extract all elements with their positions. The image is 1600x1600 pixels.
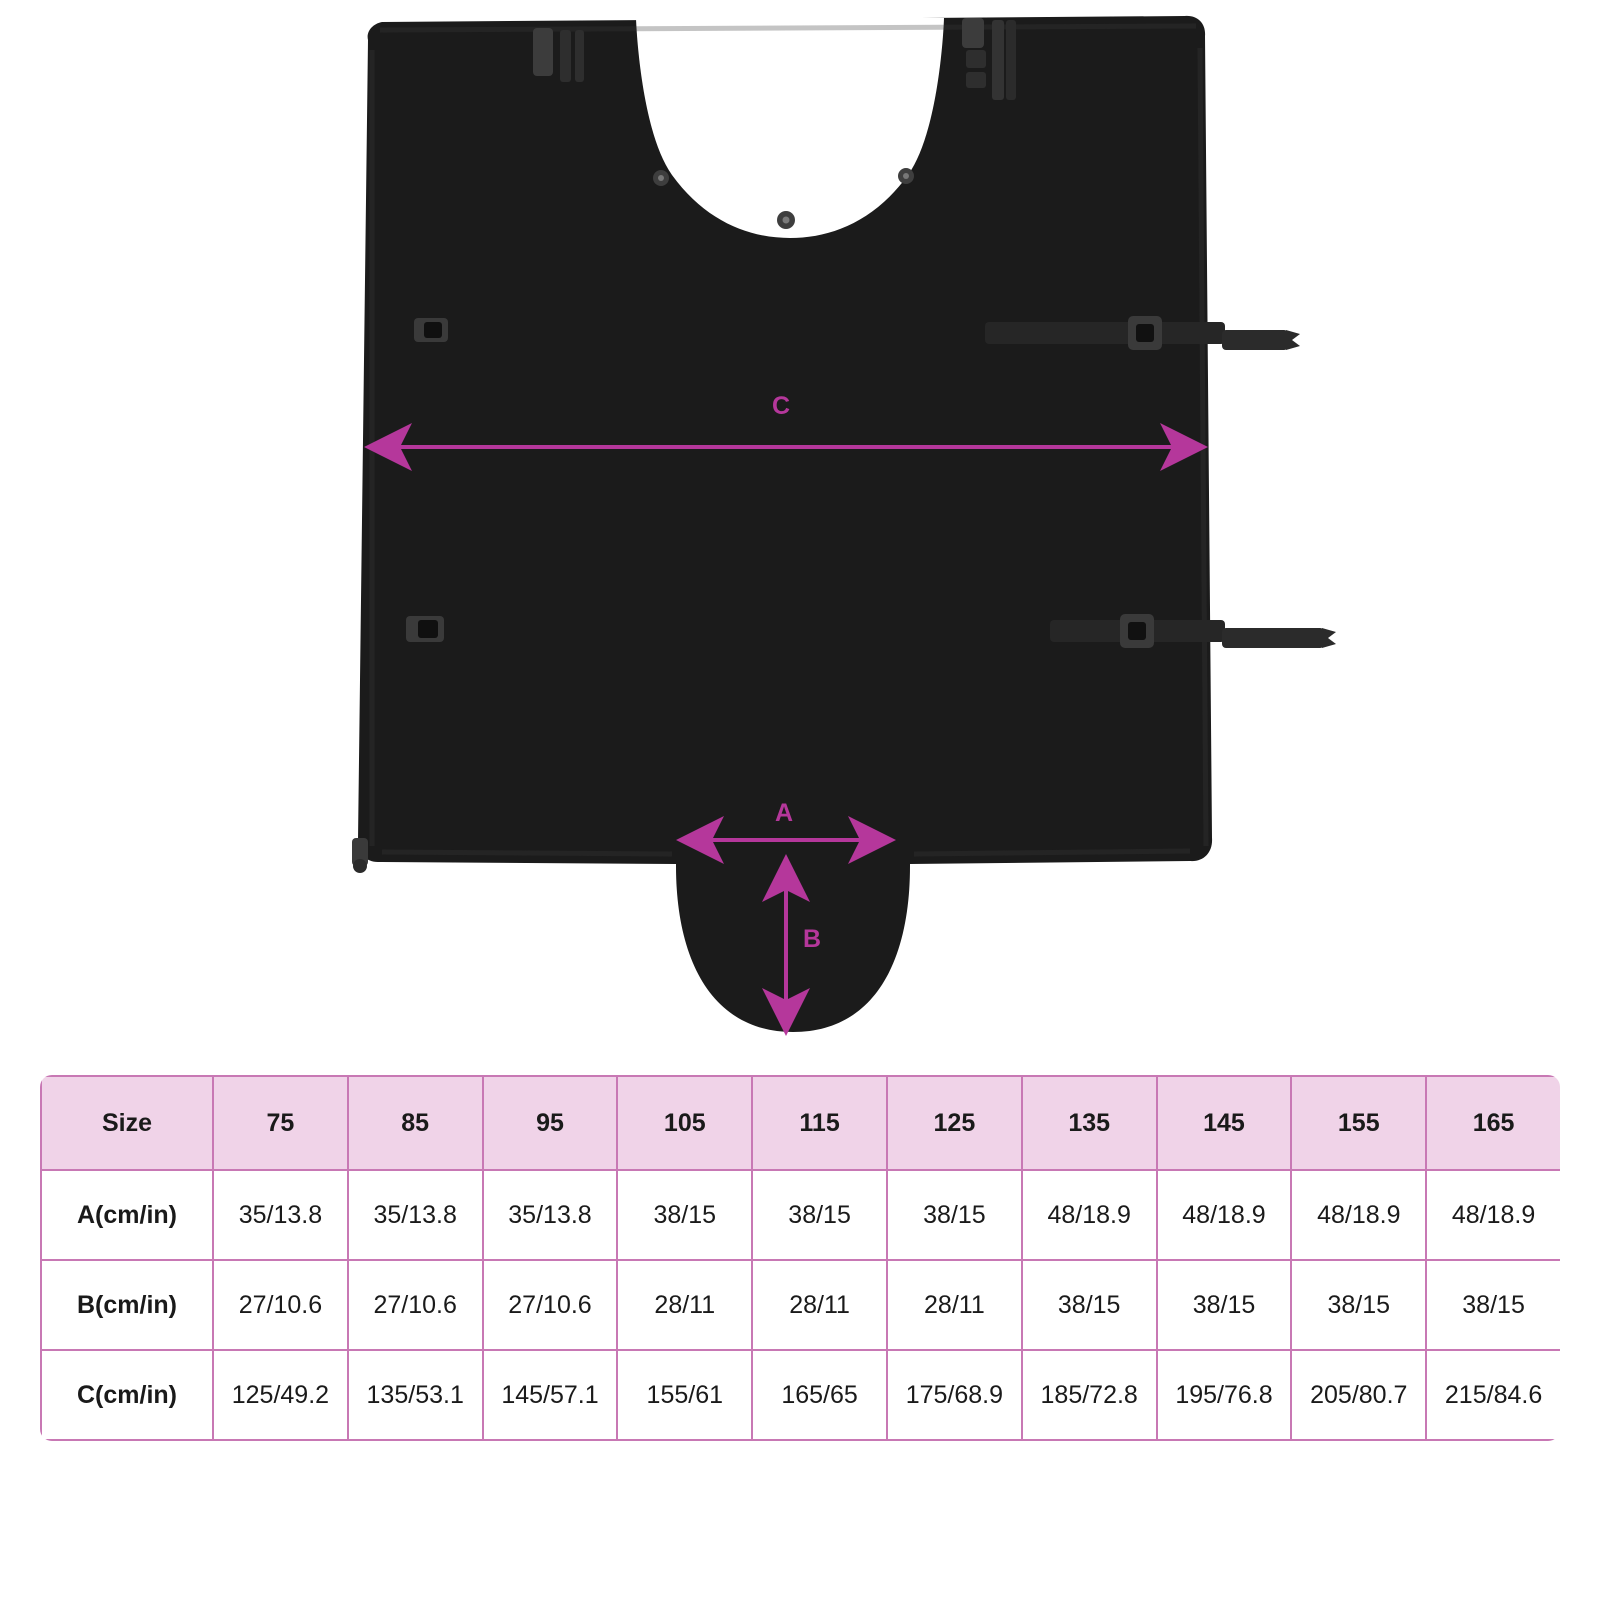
table-header-cell: 125 (887, 1076, 1022, 1170)
table-row (41, 1170, 1560, 1260)
table-cell: 38/15 (887, 1170, 1022, 1260)
table-cell: 35/13.8 (213, 1170, 348, 1260)
size-table (40, 1075, 1560, 1441)
table-cell: 48/18.9 (1022, 1170, 1157, 1260)
table-cell: 38/15 (752, 1170, 887, 1260)
table-cell: 48/18.9 (1291, 1170, 1426, 1260)
table-cell: 205/80.7 (1291, 1350, 1426, 1440)
table-cell: 185/72.8 (1022, 1350, 1157, 1440)
dimension-label-c: C (772, 392, 791, 420)
table-cell: 125/49.2 (213, 1350, 348, 1440)
row-label: B(cm/in) (41, 1260, 213, 1350)
table-header-cell: 145 (1157, 1076, 1292, 1170)
table-header-row (41, 1076, 1560, 1170)
size-table-container (40, 1075, 1560, 1441)
table-cell: 195/76.8 (1157, 1350, 1292, 1440)
table-cell: 165/65 (752, 1350, 887, 1440)
table-cell: 175/68.9 (887, 1350, 1022, 1440)
table-header-cell: 165 (1426, 1076, 1560, 1170)
table-cell: 28/11 (617, 1260, 752, 1350)
table-cell: 27/10.6 (483, 1260, 618, 1350)
table-cell: 28/11 (752, 1260, 887, 1350)
table-cell: 38/15 (1291, 1260, 1426, 1350)
table-header-cell: 155 (1291, 1076, 1426, 1170)
table-cell: 35/13.8 (348, 1170, 483, 1260)
table-cell: 215/84.6 (1426, 1350, 1560, 1440)
table-cell: 38/15 (1022, 1260, 1157, 1350)
table-row (41, 1350, 1560, 1440)
buckle-left-upper (414, 318, 448, 342)
table-cell: 135/53.1 (348, 1350, 483, 1440)
zipper-pull-bottom-left (352, 838, 368, 873)
dimension-label-a: A (775, 799, 794, 827)
table-cell: 38/15 (1426, 1260, 1560, 1350)
table-header-cell: Size (41, 1076, 213, 1170)
table-cell: 155/61 (617, 1350, 752, 1440)
table-cell: 48/18.9 (1426, 1170, 1560, 1260)
buckle-left-lower (406, 616, 444, 642)
table-header-cell: 75 (213, 1076, 348, 1170)
table-cell: 28/11 (887, 1260, 1022, 1350)
table-cell: 38/15 (1157, 1260, 1292, 1350)
dimension-label-b: B (803, 925, 822, 953)
table-header-cell: 95 (483, 1076, 618, 1170)
table-cell: 35/13.8 (483, 1170, 618, 1260)
row-label: A(cm/in) (41, 1170, 213, 1260)
table-header-cell: 135 (1022, 1076, 1157, 1170)
table-header-cell: 105 (617, 1076, 752, 1170)
table-cell: 145/57.1 (483, 1350, 618, 1440)
table-cell: 27/10.6 (348, 1260, 483, 1350)
table-row (41, 1260, 1560, 1350)
table-cell: 38/15 (617, 1170, 752, 1260)
row-label: C(cm/in) (41, 1350, 213, 1440)
table-cell: 27/10.6 (213, 1260, 348, 1350)
table-header-cell: 85 (348, 1076, 483, 1170)
table-cell: 48/18.9 (1157, 1170, 1292, 1260)
table-header-cell: 115 (752, 1076, 887, 1170)
